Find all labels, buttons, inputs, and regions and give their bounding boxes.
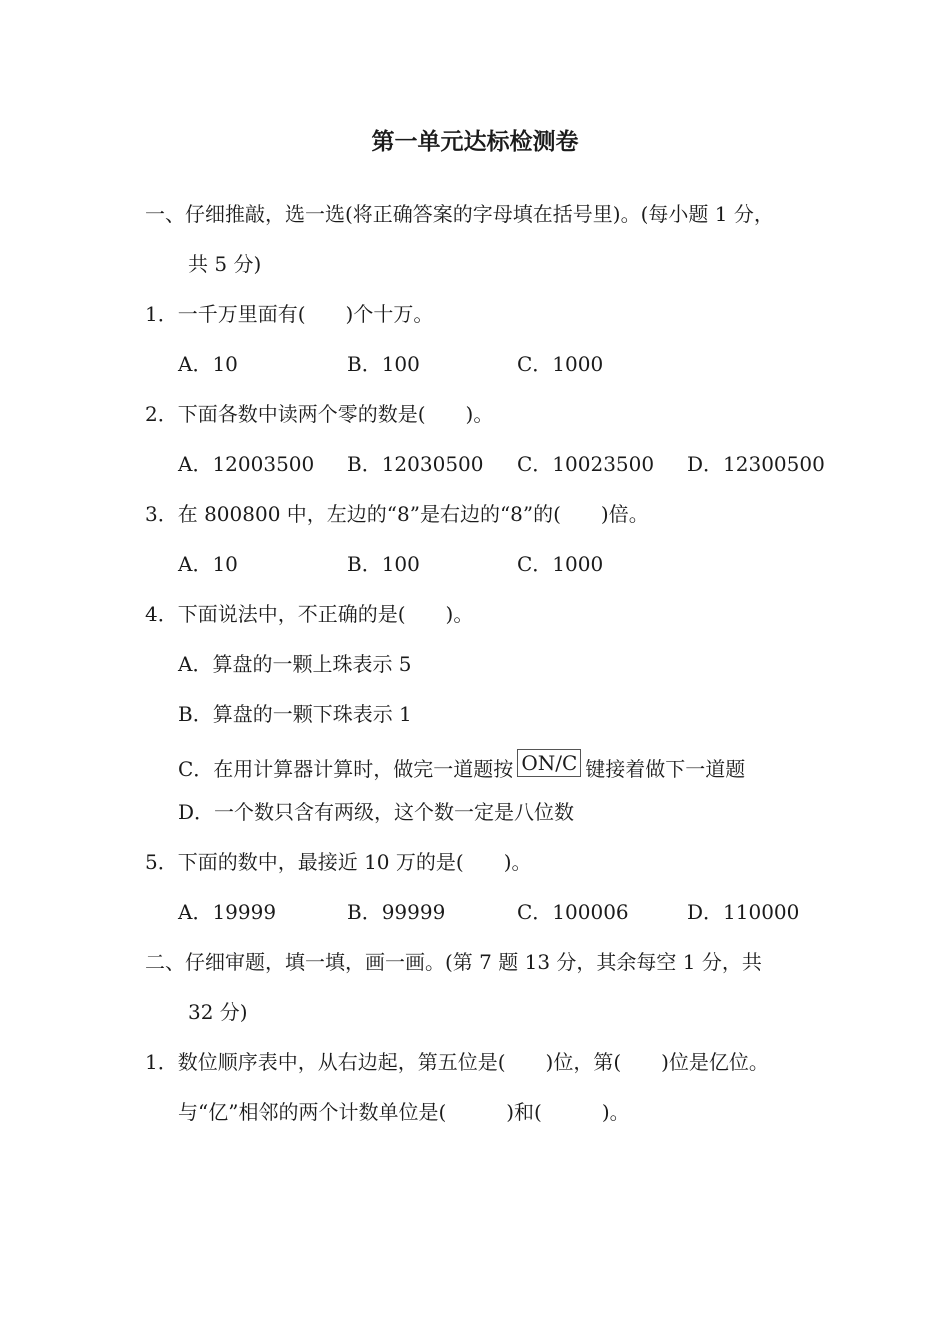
question-1: 1．一千万里面有( )个十万。 [145, 302, 434, 326]
q5-option-c: C．100006 [517, 900, 629, 924]
q4-option-d: D．一个数只含有两级，这个数一定是八位数 [178, 800, 575, 824]
q1-option-c: C．1000 [517, 352, 604, 376]
section1-heading: 一、仔细推敲，选一选(将正确答案的字母填在括号里)。(每小题 1 分， [145, 202, 774, 226]
q5-option-d: D．110000 [687, 900, 800, 924]
q2-option-a: A．12003500 [178, 452, 315, 476]
q4-option-c [178, 751, 746, 783]
page-title: 第一单元达标检测卷 [371, 129, 579, 155]
q5-option-a: A．19999 [178, 900, 277, 924]
section1-heading-cont: 共 5 分) [188, 252, 262, 276]
q3-option-b: B．100 [347, 552, 420, 576]
q3-option-a: A．10 [178, 552, 238, 576]
q3-option-c: C．1000 [517, 552, 604, 576]
question-3: 3．在 800800 中，左边的“8”是右边的“8”的( )倍。 [145, 502, 649, 526]
q1-option-b: B．100 [347, 352, 420, 376]
q2-option-d: D．12300500 [687, 452, 825, 476]
section2-heading-cont: 32 分) [188, 1000, 248, 1024]
section2-heading: 二、仔细审题，填一填，画一画。(第 7 题 13 分，其余每空 1 分，共 [145, 950, 762, 974]
section2-question-1-cont: 与“亿”相邻的两个计数单位是( )和( )。 [178, 1100, 630, 1124]
q1-option-a: A．10 [178, 352, 238, 376]
q4-option-c-text: C．在用计算器计算时，做完一道题按 [178, 757, 514, 781]
question-4: 4．下面说法中，不正确的是( )。 [145, 602, 474, 626]
q4-option-a: A．算盘的一颗上珠表示 5 [178, 652, 412, 676]
question-2: 2．下面各数中读两个零的数是( )。 [145, 402, 494, 426]
q4-option-b: B．算盘的一颗下珠表示 1 [178, 702, 412, 726]
section2-question-1: 1．数位顺序表中，从右边起，第五位是( )位，第( )位是亿位。 [145, 1050, 769, 1074]
q2-option-b: B．12030500 [347, 452, 484, 476]
on-c-key-box: ON/C [517, 749, 581, 777]
q5-option-b: B．99999 [347, 900, 446, 924]
q2-option-c: C．10023500 [517, 452, 655, 476]
question-5: 5．下面的数中，最接近 10 万的是( )。 [145, 850, 532, 874]
q4-option-c-text-end: 键接着做下一道题 [585, 757, 746, 781]
